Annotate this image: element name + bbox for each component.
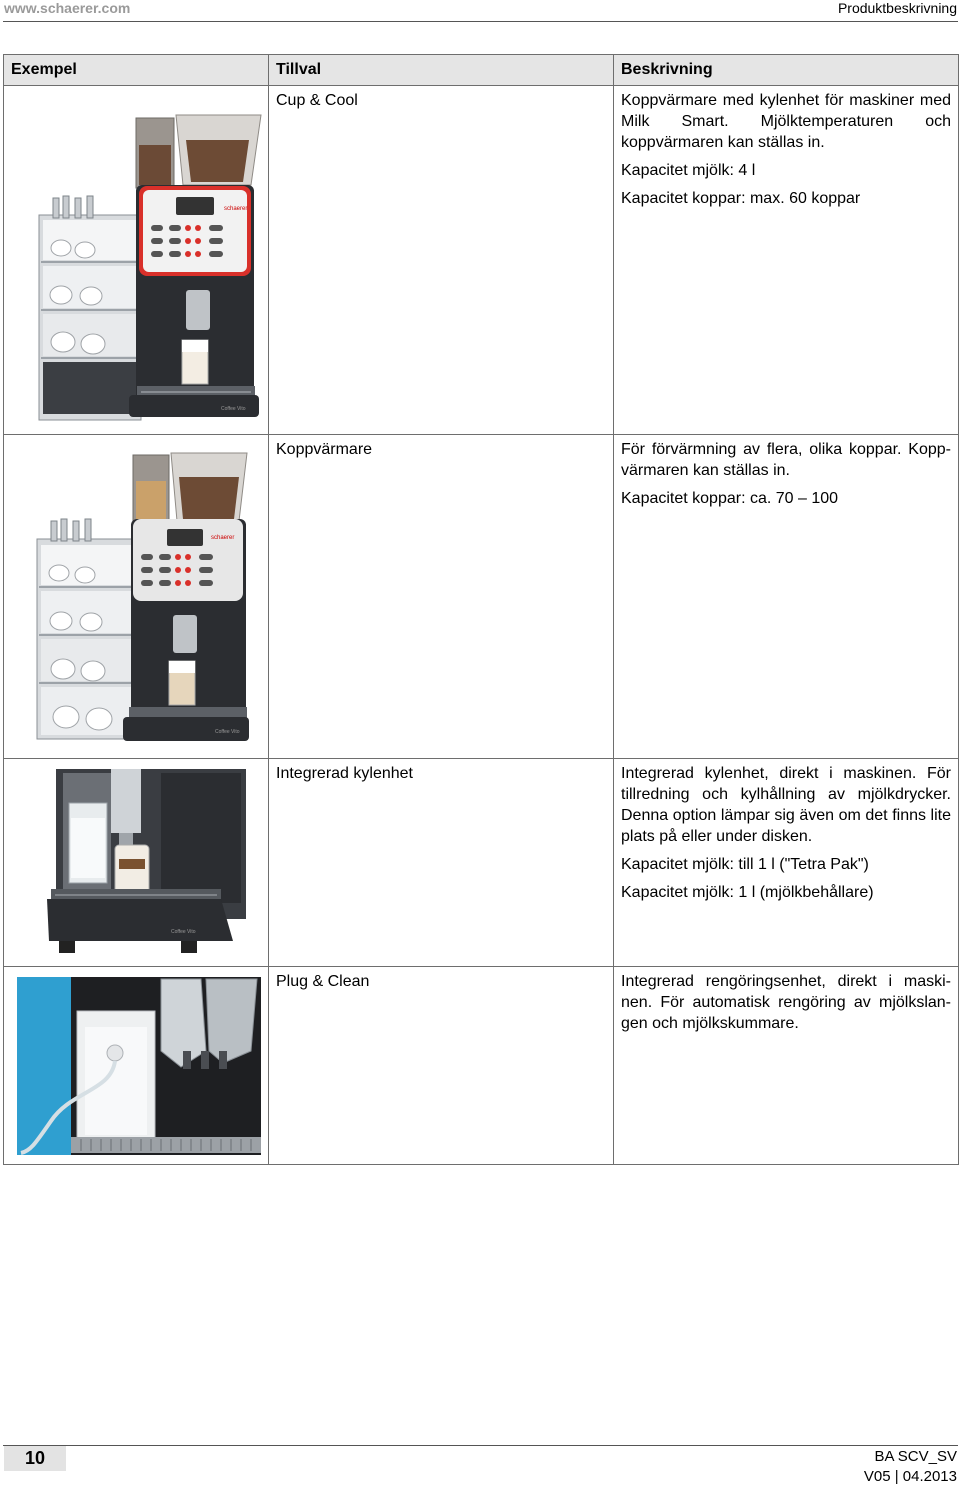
svg-text:Coffee Vito: Coffee Vito — [221, 406, 246, 412]
description-paragraph: Kapacitet mjölk: till 1 l ("Tetra Pak") — [621, 856, 869, 873]
document-version: V05 | 04.2013 — [863, 1468, 957, 1485]
option-name: Integrerad kylenhet — [269, 759, 614, 967]
example-image-cell — [4, 759, 269, 967]
description-paragraph: Integrerad rengöringsenhet, direkt i maski-nen. För automatisk rengöring av mjölkslan-gen och mjölkskummare. — [621, 973, 951, 1032]
description-paragraph: Kapacitet koppar: ca. 70 – 100 — [621, 490, 839, 507]
header-website: www.schaerer.com — [4, 0, 131, 16]
option-name: Plug & Clean — [269, 967, 614, 1165]
example-image-cell — [4, 435, 269, 759]
description-paragraph: Kapacitet mjölk: 4 l — [621, 162, 756, 179]
option-description — [614, 86, 959, 435]
page-number: 10 — [4, 1446, 66, 1471]
option-description — [614, 967, 959, 1165]
document-id: BA SCV_SV — [874, 1448, 957, 1465]
table-row — [4, 967, 959, 1165]
integrated-cooling-unit — [11, 763, 275, 962]
table-row — [4, 759, 959, 967]
option-name: Koppvärmare — [269, 435, 614, 759]
example-image-cell — [4, 967, 269, 1165]
header-section: Produktbeskrivning — [837, 0, 957, 16]
description-paragraph: Kapacitet koppar: max. 60 koppar — [621, 190, 861, 207]
option-description — [614, 759, 959, 967]
column-header-option: Tillval — [269, 55, 614, 86]
column-header-example: Exempel — [4, 55, 269, 86]
option-description — [614, 435, 959, 759]
table-row — [4, 86, 959, 435]
footer-divider — [3, 1445, 958, 1446]
table-header-row — [4, 55, 959, 86]
svg-text:schaerer: schaerer — [211, 535, 235, 541]
column-header-description: Beskrivning — [614, 55, 959, 86]
coffee-machine-with-cup-warmer — [11, 439, 275, 754]
plug-and-clean-unit — [11, 971, 275, 1160]
header-divider — [3, 21, 958, 22]
svg-text:Coffee Vito: Coffee Vito — [215, 729, 240, 735]
option-name: Cup & Cool — [269, 86, 614, 435]
description-paragraph: Kapacitet mjölk: 1 l (mjölkbehållare) — [621, 884, 874, 901]
description-paragraph: Koppvärmare med kylenhet för maskiner med Milk Smart. Mjölktemperaturen och koppvärmaren kan ställas in. — [621, 92, 951, 151]
description-paragraph: Integrerad kylenhet, direkt i maskinen. För tillredning och kylhållning av mjölkdrycker. Denna option lämpar sig även om det finns lite plats på eller under disken. — [621, 765, 951, 845]
svg-text:schaerer: schaerer — [224, 206, 248, 212]
options-table — [3, 54, 959, 1165]
coffee-machine-with-cup-warmer-red-panel — [11, 90, 275, 430]
example-image-cell — [4, 86, 269, 435]
svg-text:Coffee Vito: Coffee Vito — [171, 929, 196, 935]
table-row — [4, 435, 959, 759]
description-paragraph: För förvärmning av flera, olika koppar. Kopp-värmaren kan ställas in. — [621, 441, 951, 479]
